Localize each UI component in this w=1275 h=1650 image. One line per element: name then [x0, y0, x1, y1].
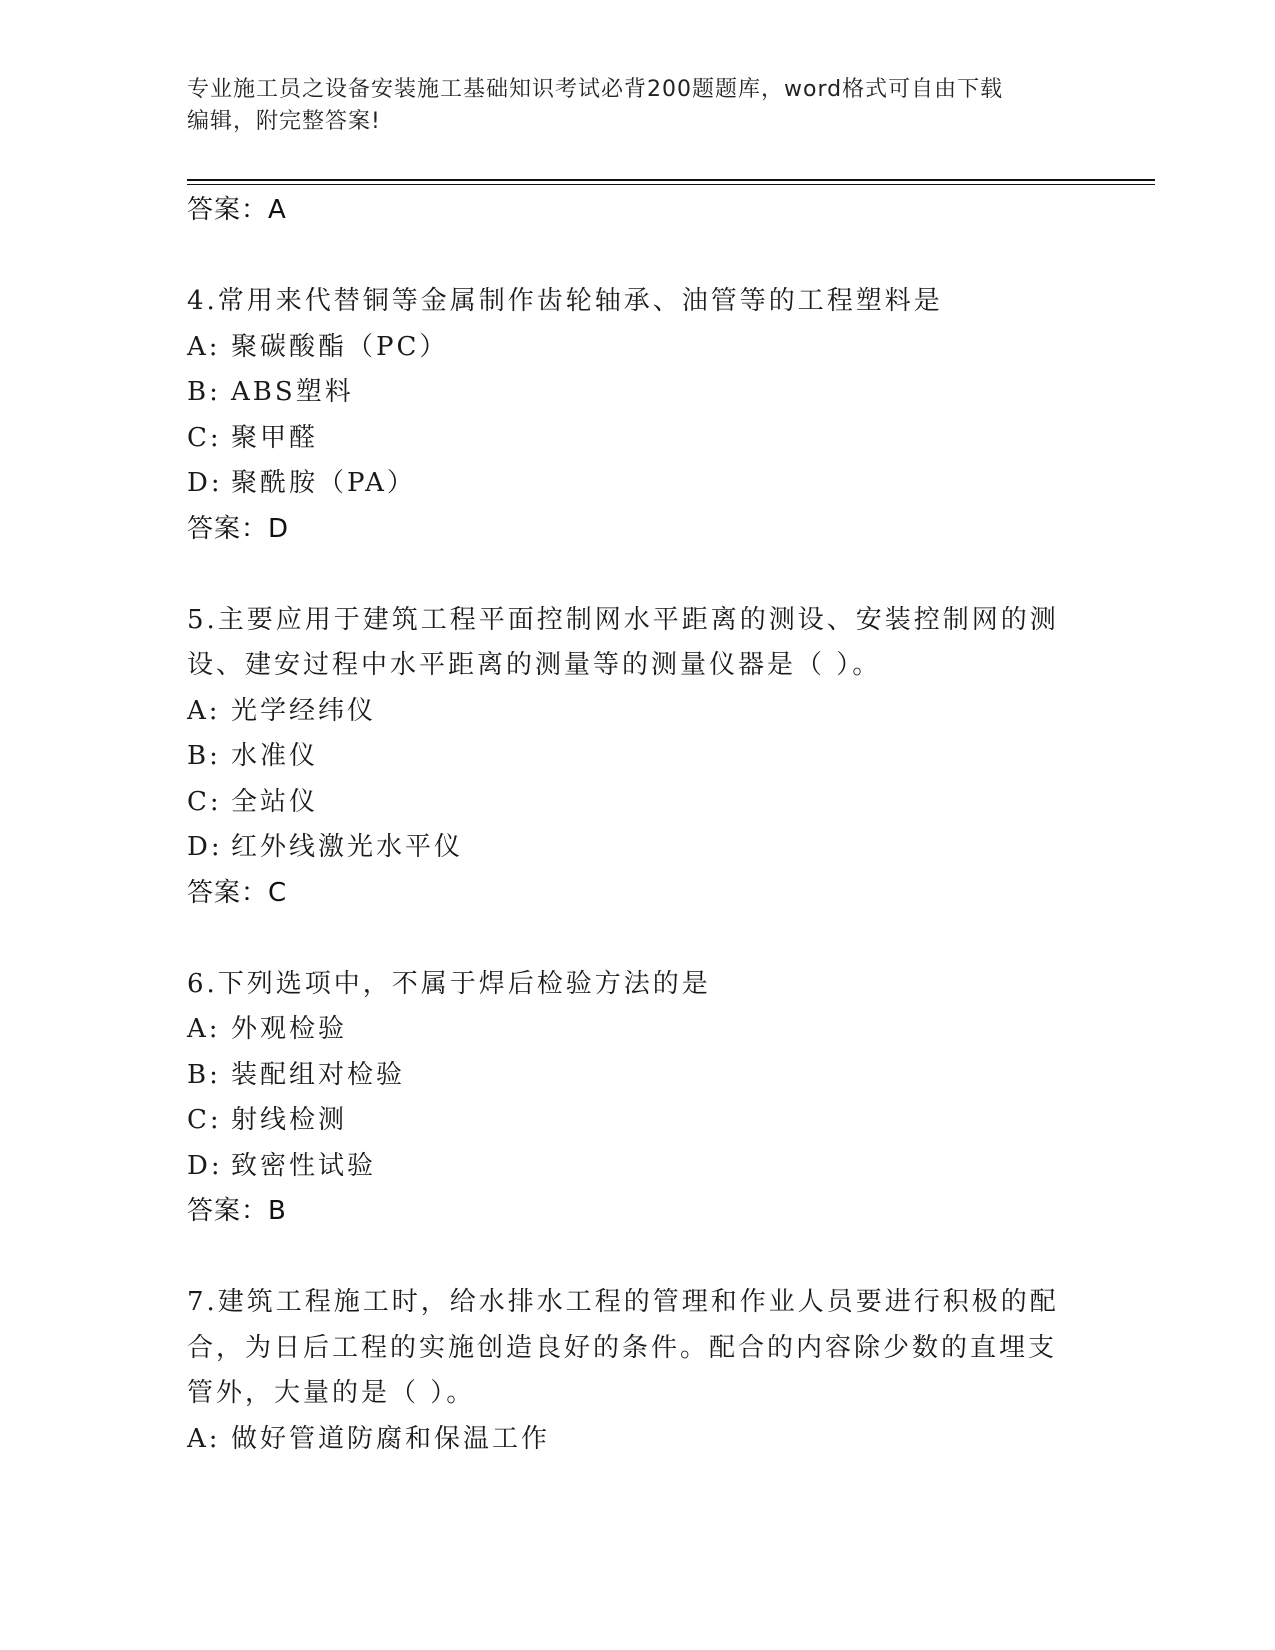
option-d — [187, 825, 1087, 871]
option-a — [187, 689, 1087, 735]
question-text: 5.主要应用于建筑工程平面控制网水平距离的测设、安装控制网的测 — [187, 604, 1059, 635]
option-c — [187, 780, 1087, 826]
header-line-2: 编辑，附完整答案! — [187, 109, 381, 134]
option-text: 全站仪 — [231, 786, 319, 817]
option-label: D: — [187, 468, 223, 498]
question-block — [187, 598, 1087, 917]
question-text: 7.建筑工程施工时，给水排水工程的管理和作业人员要进行积极的配 — [187, 1287, 1059, 1317]
question-block — [187, 279, 1087, 552]
question-list — [187, 188, 1087, 1462]
option-b — [187, 370, 1087, 416]
header-divider-thick — [187, 179, 1155, 181]
option-a — [187, 325, 1087, 371]
option-text: 聚碳酸酯（PC） — [231, 331, 449, 362]
option-label: C: — [187, 1105, 222, 1135]
header-line-1: 专业施工员之设备安装施工基础知识考试必背200题题库，word格式可自由下载 — [187, 77, 1004, 102]
option-label: C: — [187, 786, 222, 817]
option-text: 装配组对检验 — [231, 1059, 406, 1090]
option-a — [187, 1007, 1087, 1053]
document-header — [187, 74, 1067, 138]
option-text: 红外线激光水平仪 — [231, 832, 464, 862]
header-divider-thin — [187, 184, 1155, 185]
option-a — [187, 1417, 1087, 1463]
spacer — [187, 234, 1087, 280]
option-text: 射线检测 — [231, 1105, 348, 1135]
option-d — [187, 1144, 1087, 1190]
option-label: D: — [187, 832, 223, 862]
option-label: A: — [187, 1014, 221, 1044]
option-text: 外观检验 — [231, 1014, 348, 1044]
option-label: A: — [187, 1423, 221, 1454]
question-text: 合，为日后工程的实施创造良好的条件。配合的内容除少数的直埋支 — [187, 1332, 1058, 1363]
spacer — [187, 916, 1087, 962]
question-text: 6.下列选项中，不属于焊后检验方法的是 — [187, 968, 711, 999]
option-label: B: — [187, 1059, 221, 1090]
question-text: 设、建安过程中水平距离的测量等的测量仪器是（ ）。 — [187, 650, 882, 680]
question-block — [187, 1280, 1087, 1462]
option-label: A: — [187, 695, 221, 726]
option-label: B: — [187, 741, 221, 771]
option-text: 致密性试验 — [231, 1150, 377, 1181]
option-text: ABS塑料 — [231, 377, 354, 407]
option-text: 聚酰胺（PA） — [231, 468, 416, 498]
option-text: 光学经纬仪 — [231, 695, 377, 726]
option-b — [187, 1053, 1087, 1099]
option-label: B: — [187, 377, 221, 407]
answer-line: 答案：B — [187, 1196, 287, 1226]
question-text: 4.常用来代替铜等金属制作齿轮轴承、油管等的工程塑料是 — [187, 286, 943, 316]
answer-line: 答案：A — [187, 195, 287, 225]
option-label: C: — [187, 422, 222, 453]
spacer — [187, 552, 1087, 598]
option-c — [187, 1098, 1087, 1144]
option-d — [187, 461, 1087, 507]
question-block — [187, 962, 1087, 1235]
answer-line: 答案：C — [187, 877, 288, 908]
spacer — [187, 1235, 1087, 1281]
option-text: 水准仪 — [231, 741, 319, 771]
question-text: 管外，大量的是（ ）。 — [187, 1378, 476, 1408]
option-text: 聚甲醛 — [231, 422, 319, 453]
option-label: A: — [187, 331, 221, 362]
option-text: 做好管道防腐和保温工作 — [231, 1423, 551, 1454]
option-b — [187, 734, 1087, 780]
option-c — [187, 416, 1087, 462]
answer-line: 答案：D — [187, 513, 290, 544]
option-label: D: — [187, 1150, 223, 1181]
